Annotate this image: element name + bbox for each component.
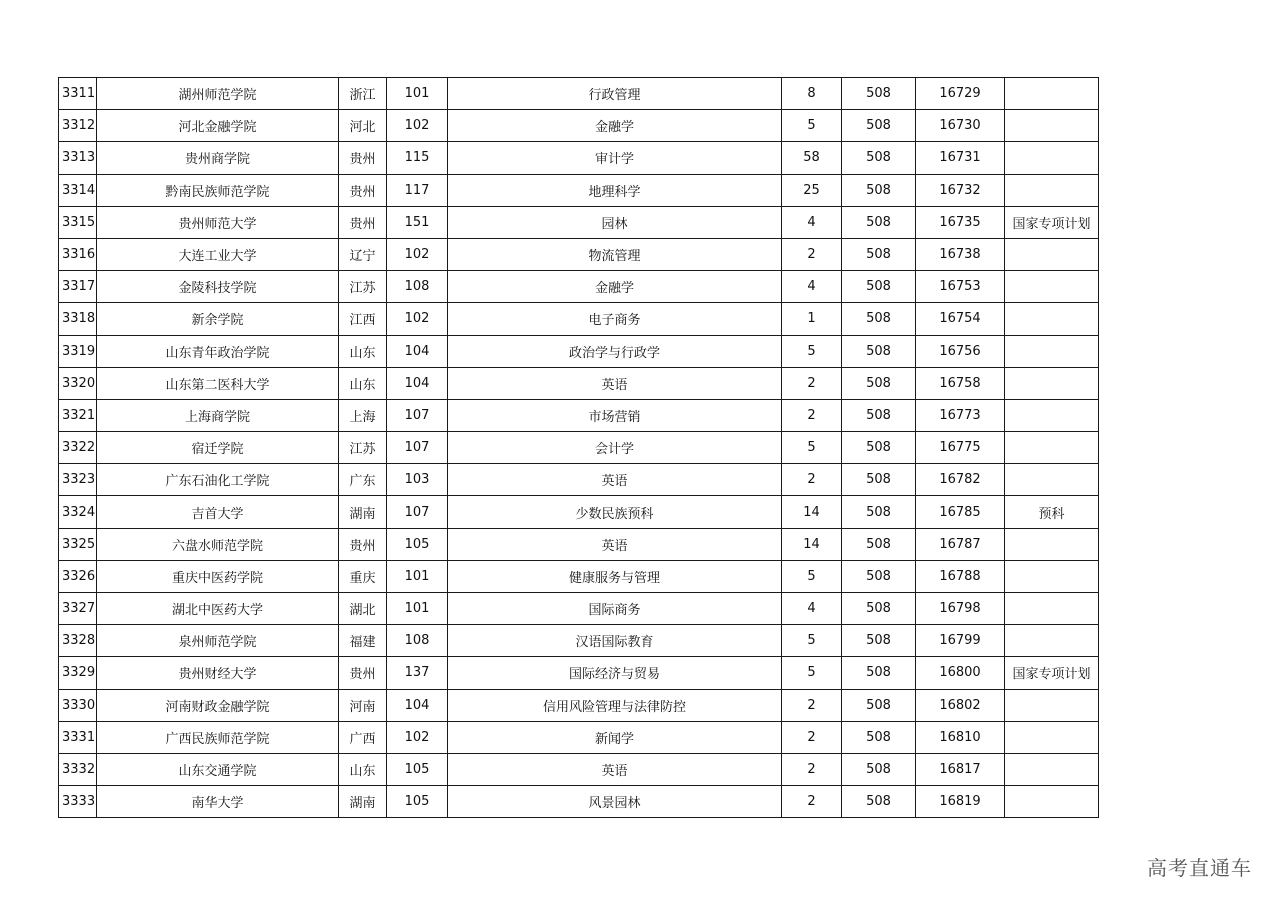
major-code-cell: 102 [387, 110, 448, 142]
row-number-cell: 3315 [59, 206, 97, 238]
plan-count-cell: 4 [782, 593, 842, 625]
min-score-cell: 508 [842, 593, 916, 625]
province-cell: 贵州 [339, 528, 387, 560]
remark-cell [1005, 78, 1099, 110]
table-row [59, 142, 1099, 174]
row-number-cell: 3311 [59, 78, 97, 110]
major-name-cell: 新闻学 [448, 721, 782, 753]
min-rank-cell: 16773 [916, 399, 1005, 431]
table-row [59, 464, 1099, 496]
table-row [59, 721, 1099, 753]
table-row [59, 753, 1099, 785]
major-name-cell: 电子商务 [448, 303, 782, 335]
major-code-cell: 101 [387, 78, 448, 110]
min-rank-cell: 16754 [916, 303, 1005, 335]
school-name-cell: 湖州师范学院 [97, 78, 339, 110]
table-row [59, 110, 1099, 142]
min-score-cell: 508 [842, 560, 916, 592]
table-row [59, 432, 1099, 464]
province-cell: 湖北 [339, 593, 387, 625]
min-rank-cell: 16738 [916, 238, 1005, 270]
plan-count-cell: 2 [782, 721, 842, 753]
major-code-cell: 101 [387, 560, 448, 592]
table-row [59, 786, 1099, 818]
remark-cell [1005, 625, 1099, 657]
row-number-cell: 3327 [59, 593, 97, 625]
major-name-cell: 信用风险管理与法律防控 [448, 689, 782, 721]
school-name-cell: 贵州商学院 [97, 142, 339, 174]
province-cell: 湖南 [339, 786, 387, 818]
province-cell: 江苏 [339, 432, 387, 464]
remark-cell: 国家专项计划 [1005, 657, 1099, 689]
remark-cell [1005, 464, 1099, 496]
min-score-cell: 508 [842, 721, 916, 753]
row-number-cell: 3329 [59, 657, 97, 689]
province-cell: 山东 [339, 367, 387, 399]
remark-cell [1005, 271, 1099, 303]
major-code-cell: 104 [387, 367, 448, 399]
school-name-cell: 泉州师范学院 [97, 625, 339, 657]
major-code-cell: 103 [387, 464, 448, 496]
min-rank-cell: 16800 [916, 657, 1005, 689]
min-rank-cell: 16782 [916, 464, 1005, 496]
table-row [59, 174, 1099, 206]
row-number-cell: 3312 [59, 110, 97, 142]
row-number-cell: 3319 [59, 335, 97, 367]
major-name-cell: 国际经济与贸易 [448, 657, 782, 689]
major-name-cell: 市场营销 [448, 399, 782, 431]
table-row [59, 238, 1099, 270]
school-name-cell: 贵州师范大学 [97, 206, 339, 238]
row-number-cell: 3313 [59, 142, 97, 174]
min-rank-cell: 16802 [916, 689, 1005, 721]
plan-count-cell: 8 [782, 78, 842, 110]
remark-cell [1005, 238, 1099, 270]
major-name-cell: 园林 [448, 206, 782, 238]
major-name-cell: 英语 [448, 753, 782, 785]
major-code-cell: 105 [387, 753, 448, 785]
major-code-cell: 105 [387, 528, 448, 560]
school-name-cell: 广西民族师范学院 [97, 721, 339, 753]
min-rank-cell: 16731 [916, 142, 1005, 174]
province-cell: 山东 [339, 335, 387, 367]
remark-cell [1005, 303, 1099, 335]
major-code-cell: 104 [387, 689, 448, 721]
major-name-cell: 英语 [448, 528, 782, 560]
table-row [59, 689, 1099, 721]
school-name-cell: 吉首大学 [97, 496, 339, 528]
plan-count-cell: 14 [782, 528, 842, 560]
province-cell: 江苏 [339, 271, 387, 303]
school-name-cell: 广东石油化工学院 [97, 464, 339, 496]
major-name-cell: 政治学与行政学 [448, 335, 782, 367]
school-name-cell: 新余学院 [97, 303, 339, 335]
remark-cell [1005, 142, 1099, 174]
row-number-cell: 3314 [59, 174, 97, 206]
min-score-cell: 508 [842, 528, 916, 560]
major-code-cell: 137 [387, 657, 448, 689]
school-name-cell: 山东青年政治学院 [97, 335, 339, 367]
major-name-cell: 风景园林 [448, 786, 782, 818]
major-name-cell: 健康服务与管理 [448, 560, 782, 592]
min-score-cell: 508 [842, 367, 916, 399]
major-code-cell: 151 [387, 206, 448, 238]
school-name-cell: 河北金融学院 [97, 110, 339, 142]
min-score-cell: 508 [842, 399, 916, 431]
min-score-cell: 508 [842, 110, 916, 142]
min-score-cell: 508 [842, 174, 916, 206]
major-name-cell: 会计学 [448, 432, 782, 464]
min-score-cell: 508 [842, 689, 916, 721]
min-rank-cell: 16799 [916, 625, 1005, 657]
remark-cell [1005, 560, 1099, 592]
table-row [59, 271, 1099, 303]
province-cell: 江西 [339, 303, 387, 335]
min-rank-cell: 16788 [916, 560, 1005, 592]
school-name-cell: 金陵科技学院 [97, 271, 339, 303]
min-score-cell: 508 [842, 496, 916, 528]
province-cell: 山东 [339, 753, 387, 785]
row-number-cell: 3333 [59, 786, 97, 818]
province-cell: 广西 [339, 721, 387, 753]
row-number-cell: 3324 [59, 496, 97, 528]
province-cell: 贵州 [339, 657, 387, 689]
row-number-cell: 3318 [59, 303, 97, 335]
remark-cell [1005, 399, 1099, 431]
plan-count-cell: 2 [782, 786, 842, 818]
province-cell: 河北 [339, 110, 387, 142]
plan-count-cell: 5 [782, 110, 842, 142]
min-rank-cell: 16785 [916, 496, 1005, 528]
min-rank-cell: 16729 [916, 78, 1005, 110]
table-row [59, 206, 1099, 238]
plan-count-cell: 5 [782, 432, 842, 464]
major-name-cell: 金融学 [448, 110, 782, 142]
min-score-cell: 508 [842, 303, 916, 335]
school-name-cell: 宿迁学院 [97, 432, 339, 464]
plan-count-cell: 25 [782, 174, 842, 206]
plan-count-cell: 2 [782, 399, 842, 431]
remark-cell [1005, 689, 1099, 721]
min-score-cell: 508 [842, 657, 916, 689]
province-cell: 贵州 [339, 142, 387, 174]
row-number-cell: 3323 [59, 464, 97, 496]
school-name-cell: 六盘水师范学院 [97, 528, 339, 560]
remark-cell [1005, 174, 1099, 206]
major-code-cell: 107 [387, 432, 448, 464]
major-name-cell: 英语 [448, 367, 782, 399]
major-name-cell: 少数民族预科 [448, 496, 782, 528]
table-row [59, 528, 1099, 560]
school-name-cell: 山东交通学院 [97, 753, 339, 785]
major-code-cell: 108 [387, 271, 448, 303]
row-number-cell: 3316 [59, 238, 97, 270]
row-number-cell: 3320 [59, 367, 97, 399]
major-name-cell: 物流管理 [448, 238, 782, 270]
plan-count-cell: 1 [782, 303, 842, 335]
plan-count-cell: 2 [782, 238, 842, 270]
major-name-cell: 行政管理 [448, 78, 782, 110]
min-rank-cell: 16817 [916, 753, 1005, 785]
remark-cell: 预科 [1005, 496, 1099, 528]
school-name-cell: 河南财政金融学院 [97, 689, 339, 721]
table-row [59, 335, 1099, 367]
row-number-cell: 3330 [59, 689, 97, 721]
major-code-cell: 107 [387, 496, 448, 528]
major-name-cell: 金融学 [448, 271, 782, 303]
remark-cell: 国家专项计划 [1005, 206, 1099, 238]
remark-cell [1005, 528, 1099, 560]
table-row [59, 657, 1099, 689]
row-number-cell: 3331 [59, 721, 97, 753]
min-rank-cell: 16775 [916, 432, 1005, 464]
province-cell: 广东 [339, 464, 387, 496]
school-name-cell: 湖北中医药大学 [97, 593, 339, 625]
school-name-cell: 重庆中医药学院 [97, 560, 339, 592]
min-score-cell: 508 [842, 786, 916, 818]
min-rank-cell: 16732 [916, 174, 1005, 206]
plan-count-cell: 5 [782, 560, 842, 592]
major-code-cell: 117 [387, 174, 448, 206]
major-code-cell: 102 [387, 721, 448, 753]
remark-cell [1005, 786, 1099, 818]
school-name-cell: 黔南民族师范学院 [97, 174, 339, 206]
min-rank-cell: 16787 [916, 528, 1005, 560]
admission-table [58, 77, 1099, 818]
major-name-cell: 地理科学 [448, 174, 782, 206]
table-row [59, 367, 1099, 399]
min-rank-cell: 16730 [916, 110, 1005, 142]
plan-count-cell: 2 [782, 689, 842, 721]
remark-cell [1005, 367, 1099, 399]
remark-cell [1005, 432, 1099, 464]
watermark-text: 高考直通车 [1147, 856, 1252, 880]
plan-count-cell: 5 [782, 657, 842, 689]
plan-count-cell: 14 [782, 496, 842, 528]
min-score-cell: 508 [842, 625, 916, 657]
school-name-cell: 大连工业大学 [97, 238, 339, 270]
major-name-cell: 审计学 [448, 142, 782, 174]
school-name-cell: 山东第二医科大学 [97, 367, 339, 399]
province-cell: 河南 [339, 689, 387, 721]
table-row [59, 593, 1099, 625]
school-name-cell: 贵州财经大学 [97, 657, 339, 689]
min-rank-cell: 16819 [916, 786, 1005, 818]
table-body [59, 78, 1099, 818]
min-rank-cell: 16735 [916, 206, 1005, 238]
remark-cell [1005, 753, 1099, 785]
min-score-cell: 508 [842, 753, 916, 785]
major-code-cell: 101 [387, 593, 448, 625]
major-code-cell: 107 [387, 399, 448, 431]
table-row [59, 303, 1099, 335]
school-name-cell: 南华大学 [97, 786, 339, 818]
remark-cell [1005, 593, 1099, 625]
plan-count-cell: 4 [782, 206, 842, 238]
table-row [59, 78, 1099, 110]
min-score-cell: 508 [842, 335, 916, 367]
major-name-cell: 英语 [448, 464, 782, 496]
row-number-cell: 3326 [59, 560, 97, 592]
min-score-cell: 508 [842, 142, 916, 174]
province-cell: 上海 [339, 399, 387, 431]
min-score-cell: 508 [842, 271, 916, 303]
table-row [59, 399, 1099, 431]
province-cell: 贵州 [339, 174, 387, 206]
min-rank-cell: 16798 [916, 593, 1005, 625]
row-number-cell: 3332 [59, 753, 97, 785]
major-code-cell: 108 [387, 625, 448, 657]
min-score-cell: 508 [842, 206, 916, 238]
province-cell: 浙江 [339, 78, 387, 110]
table-row [59, 625, 1099, 657]
major-name-cell: 国际商务 [448, 593, 782, 625]
major-code-cell: 102 [387, 238, 448, 270]
remark-cell [1005, 721, 1099, 753]
plan-count-cell: 5 [782, 625, 842, 657]
min-score-cell: 508 [842, 78, 916, 110]
table-row [59, 560, 1099, 592]
plan-count-cell: 4 [782, 271, 842, 303]
province-cell: 重庆 [339, 560, 387, 592]
plan-count-cell: 5 [782, 335, 842, 367]
row-number-cell: 3328 [59, 625, 97, 657]
major-code-cell: 104 [387, 335, 448, 367]
min-rank-cell: 16810 [916, 721, 1005, 753]
min-score-cell: 508 [842, 432, 916, 464]
major-name-cell: 汉语国际教育 [448, 625, 782, 657]
province-cell: 福建 [339, 625, 387, 657]
plan-count-cell: 2 [782, 753, 842, 785]
major-code-cell: 105 [387, 786, 448, 818]
remark-cell [1005, 110, 1099, 142]
table-row [59, 496, 1099, 528]
row-number-cell: 3321 [59, 399, 97, 431]
row-number-cell: 3322 [59, 432, 97, 464]
major-code-cell: 115 [387, 142, 448, 174]
min-rank-cell: 16756 [916, 335, 1005, 367]
province-cell: 辽宁 [339, 238, 387, 270]
min-score-cell: 508 [842, 464, 916, 496]
province-cell: 贵州 [339, 206, 387, 238]
min-rank-cell: 16758 [916, 367, 1005, 399]
min-score-cell: 508 [842, 238, 916, 270]
province-cell: 湖南 [339, 496, 387, 528]
remark-cell [1005, 335, 1099, 367]
plan-count-cell: 2 [782, 464, 842, 496]
min-rank-cell: 16753 [916, 271, 1005, 303]
school-name-cell: 上海商学院 [97, 399, 339, 431]
row-number-cell: 3325 [59, 528, 97, 560]
row-number-cell: 3317 [59, 271, 97, 303]
plan-count-cell: 2 [782, 367, 842, 399]
major-code-cell: 102 [387, 303, 448, 335]
plan-count-cell: 58 [782, 142, 842, 174]
